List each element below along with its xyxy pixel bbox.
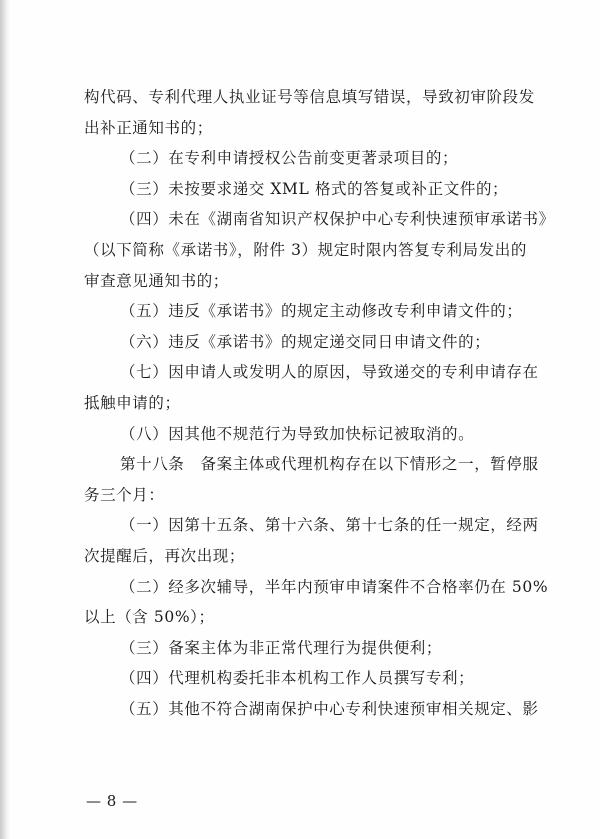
text-line: （三）未按要求递交 XML 格式的答复或补正文件的； bbox=[120, 179, 509, 198]
text-line: 审查意见通知书的； bbox=[84, 271, 229, 290]
article-heading-line: 第十八条 备案主体或代理机构存在以下情形之一，暂停服 bbox=[120, 455, 539, 474]
text-line: 出补正通知书的； bbox=[84, 118, 213, 137]
text-line: （二）在专利申请授权公告前变更著录项目的； bbox=[120, 149, 459, 168]
text-line: 次提醒后，再次出现； bbox=[84, 546, 246, 565]
text-line: （五）其他不符合湖南保护中心专利快速预审相关规定、影 bbox=[120, 699, 539, 718]
text-line: （一）因第十五条、第十六条、第十七条的任一规定，经两 bbox=[120, 516, 539, 535]
text-line: （二）经多次辅导，半年内预审申请案件不合格率仍在 50% bbox=[120, 577, 549, 596]
text-line: （以下简称《承诺书》，附件 3）规定时限内答复专利局发出的 bbox=[84, 240, 527, 259]
text-line: 抵触申请的； bbox=[84, 393, 181, 412]
document-body bbox=[84, 82, 564, 724]
text-line: 务三个月： bbox=[84, 485, 165, 504]
page-edge-shadow bbox=[0, 0, 10, 839]
text-line: 以上（含 50%）； bbox=[84, 608, 215, 627]
text-line: （三）备案主体为非正常代理行为提供便利； bbox=[120, 638, 443, 657]
text-line: 构代码、专利代理人执业证号等信息填写错误，导致初审阶段发 bbox=[84, 88, 535, 106]
text-line: （六）违反《承诺书》的规定递交同日申请文件的； bbox=[120, 332, 491, 351]
text-line: （四）代理机构委托非本机构工作人员撰写专利； bbox=[120, 669, 475, 688]
page-number: — 8 — bbox=[86, 792, 138, 810]
text-line: （七）因申请人或发明人的原因，导致递交的专利申请存在 bbox=[120, 363, 539, 382]
text-line: （八）因其他不规范行为导致加快标记被取消的。 bbox=[120, 424, 475, 443]
text-line: （五）违反《承诺书》的规定主动修改专利申请文件的； bbox=[120, 302, 523, 321]
text-line: （四）未在《湖南省知识产权保护中心专利快速预审承诺书》 bbox=[120, 210, 555, 229]
